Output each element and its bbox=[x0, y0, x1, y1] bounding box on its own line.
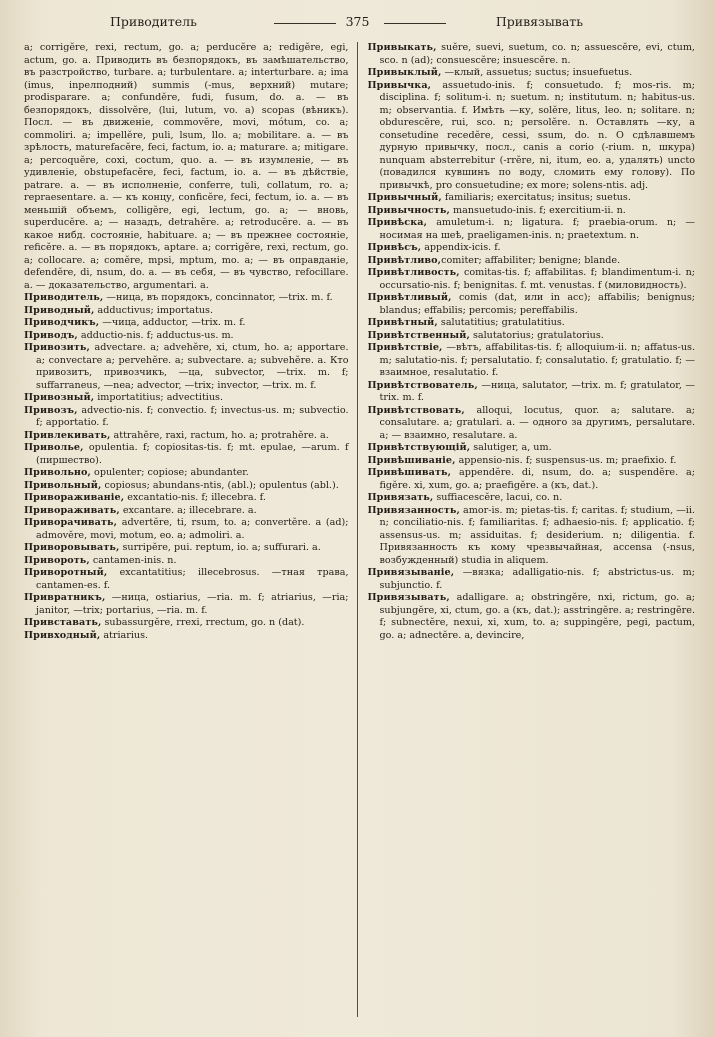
entry-definition: suffiacescĕre, lacui, co. n. bbox=[433, 492, 563, 503]
dictionary-entry bbox=[368, 592, 696, 642]
entry-headword: Привѣтственный, bbox=[367, 329, 470, 341]
entry-headword: Привязанность, bbox=[367, 504, 460, 516]
entry-headword: Привораживаніе, bbox=[24, 492, 125, 503]
dictionary-entry bbox=[368, 292, 696, 317]
entry-definition: appensio-nis. f; suspensus-us. m; praefixio. f. bbox=[455, 454, 677, 466]
dictionary-entry bbox=[24, 505, 349, 518]
entry-headword: Привѣтливый, bbox=[367, 292, 452, 303]
right-column bbox=[357, 42, 702, 1017]
entry-definition: assuetudo-inis. f; consuetudo. f; mos-ris. m; disciplina. f; solitum-i. n; suetum. n; institutum. n; habitus-us. m; observantia. f. Имѣть —ку, solĕre, litus, leo. n; solitare. n; obdurescĕre, rui, sco. n; persolĕre. n. Оставлять —ку, a consetudine recedĕre, cessi, ssum, do. n. О сдѣлавшемъ дурную привычку, посл., canis a corio (-rium. n, шкура) nunquam absterrebitur (-rrĕre, ni, itum, eo. a, удалять) uncto (повадился кувшинъ по воду, сломить ему голову). По привычкѣ, pro consuetudine; ex more; solens-ntis. adj. bbox=[379, 79, 695, 191]
entry-headword: Привѣшивать, bbox=[367, 467, 452, 478]
dictionary-entry bbox=[368, 492, 696, 505]
dictionary-entry bbox=[368, 217, 696, 242]
dictionary-entry bbox=[24, 392, 349, 405]
entry-headword: Привлекивать, bbox=[24, 429, 111, 441]
entry-headword: Привычность, bbox=[367, 204, 450, 216]
entry-headword: Привыкать, bbox=[367, 42, 437, 53]
entry-headword: Привороть, bbox=[24, 554, 90, 566]
entry-definition: —ница, въ порядокъ, concinnator, —trix. m. f. bbox=[103, 292, 333, 303]
entry-headword: Привычка, bbox=[367, 79, 432, 91]
entry-definition: —вѣтъ, affabilitas-tis. f; alloquium-ii. n; affatus-us. m; salutatio-nis. f; persalutatio. f; consalutatio. f; gratulatio. f; — взаимное, resalutatio. f. bbox=[379, 342, 695, 378]
entry-headword: Привѣтствовать, bbox=[367, 404, 465, 416]
entry-headword: Приводчикъ, bbox=[24, 317, 100, 328]
entry-headword: Привѣтствователь, bbox=[367, 379, 478, 391]
entry-headword: Приводъ, bbox=[24, 329, 78, 341]
entry-headword: Привораживать, bbox=[24, 504, 120, 516]
entry-definition: comis (dat, или in acc); affabilis; benignus; blandus; effabilis; percomis; pereffabilis. bbox=[379, 292, 695, 316]
entry-definition: salutiger, a, um. bbox=[470, 442, 552, 453]
entry-headword: Привозъ, bbox=[24, 404, 78, 416]
entry-headword: Приворовывать, bbox=[24, 542, 120, 553]
entry-definition: adalligare. a; obstringĕre, nxi, rictum, go. a; subjungĕre, xi, ctum, go. a (къ, dat.); asstringĕre. a; restringĕre. f; subnectĕre, nexui, xi, xum, to. a; suppingĕre, pegi, pactum, go. a; adnectĕre. a, devincire, bbox=[379, 592, 695, 641]
entry-definition: copiosus; abundans-ntis, (abl.); opulentus (abl.). bbox=[101, 479, 339, 491]
entry-definition: —ница, ostiarius, —ria. m. f; atriarius, —ria; janitor, —trix; portarius, —ria. m. f. bbox=[36, 592, 349, 616]
entry-headword: Привозить, bbox=[24, 342, 90, 353]
dictionary-entry bbox=[24, 305, 349, 318]
entry-definition: a; corrigĕre, rexi, rectum, go. a; perducĕre a; redigĕre, egi, actum, go. a. Приводить въ безпорядокъ, въ замѣшательство, въ разстройство, turbare. a; turbulentare. a; interturbare. a; ima (imus, inpeлподний) summis (-mus, верхний) mutare; prodisparare. a; confundĕre, fudi, fusum, do. a. — въ безпорядокъ, dissolvĕre, (lui, lutum, vo. a) scopas (вѣникъ). Посл. — въ движеніе, commovĕre, movi, mótum, co. a; commoliri. a; impellĕre, puli, lsum, llo. a; mobilitare. a. — въ зрѣлость, maturefacĕre, feci, factum, io. a; maturare. a; mitigare. a; percoquĕre, coxi, coctum, quo. a. — въ изумленіе, — въ удивленіе, obstupefacĕre, feci, factum, io. a. — въ дѣйствіе, patrare. a. — въ исполненіе, conferre, tuli, collatum, ro. a; repraesentare. a. — къ концу, conficĕre, feci, fectum, io. a. — въ меньшій объемъ, colligĕre, egi, lectum, go. a; — вновь, superducĕre. a; — назадъ, detrahĕre. a; retroducĕre. a. — въ какое нибд. состояніе, habituare. a; — въ прежнее состояніе, reficĕre. a. — въ порядокъ, aptare. a; corrigĕre, rexi, rectum, go. a; collocare. a; comĕre, mpsi, mptum, mo. a; — въ оправданіе, defendĕre, di, nsum, do. a. — въ себя, — въ чувство, refocillare. a. — доказательство, argumentari. a. bbox=[24, 42, 349, 291]
entry-headword: Привычный, bbox=[367, 192, 442, 203]
dictionary-entry bbox=[24, 480, 349, 493]
dictionary-entry bbox=[368, 267, 696, 292]
entry-headword: Привѣтливость, bbox=[367, 267, 460, 278]
dictionary-entry bbox=[368, 317, 696, 330]
dictionary-entry bbox=[24, 517, 349, 542]
entry-definition: appendix-icis. f. bbox=[421, 242, 501, 253]
dictionary-entry bbox=[24, 467, 349, 480]
entry-definition: advectio-nis. f; convectio. f; invectus-us. m; subvectio. f; apportatio. f. bbox=[36, 404, 349, 428]
entry-definition: salutatitius; gratulatitius. bbox=[437, 317, 565, 328]
entry-headword: Привязывать, bbox=[367, 592, 450, 603]
dictionary-entry bbox=[368, 442, 696, 455]
entry-definition: comiter; affabiliter; benigne; blande. bbox=[441, 254, 621, 266]
page-header bbox=[22, 14, 693, 36]
entry-headword: Привозный, bbox=[24, 392, 95, 403]
columns bbox=[12, 42, 701, 1017]
entry-definition: —клый, assuetus; suctus; insuefuetus. bbox=[441, 67, 633, 78]
entry-definition: comitas-tis. f; affabilitas. f; blandimentum-i. n; occursatio-nis. f; benignitas. f. mt. venustas. f (миловидность). bbox=[379, 267, 695, 291]
entry-headword: Привставать, bbox=[24, 617, 102, 628]
dictionary-entry bbox=[24, 42, 349, 292]
dictionary-entry bbox=[368, 455, 696, 468]
dictionary-entry bbox=[368, 405, 696, 443]
entry-definition: advectare. a; advehĕre, xi, ctum, ho. a; apportare. a; convectare a; pervehĕre. a; subvectare. a; subvehĕre. a. Кто привозитъ, привозчикъ, —ца, subvector, —trix. m. f; suffarraneus, —nea; advector, —trix; invector, —trix. m. f. bbox=[36, 342, 349, 391]
dictionary-entry bbox=[368, 205, 696, 218]
dictionary-entry bbox=[24, 430, 349, 443]
dictionary-entry bbox=[368, 192, 696, 205]
dictionary-entry bbox=[368, 505, 696, 568]
header-right-word: Привязывать bbox=[495, 14, 583, 29]
dictionary-entry bbox=[24, 567, 349, 592]
entry-headword: Привѣска, bbox=[367, 217, 428, 228]
left-column bbox=[12, 42, 357, 1017]
entry-headword: Привѣтствующій, bbox=[367, 442, 471, 453]
entry-definition: opulentia. f; copiositas-tis. f; mt. epulae, —arum. f (пиршество). bbox=[36, 442, 349, 466]
dictionary-entry bbox=[368, 80, 696, 193]
entry-definition: atriarius. bbox=[100, 629, 149, 641]
entry-headword: Привыклый, bbox=[367, 67, 442, 78]
dictionary-entry bbox=[24, 317, 349, 330]
dictionary-entry bbox=[24, 292, 349, 305]
entry-definition: advertĕre, ti, rsum, to. a; convertĕre. a (ad); admovĕre, movi, motum, eo. a; admoliri. a. bbox=[36, 517, 349, 541]
entry-definition: attrahĕre, raxi, ractum, ho. a; protrahĕre. a. bbox=[110, 429, 329, 441]
dictionary-entry bbox=[368, 567, 696, 592]
entry-definition: cantamen-inis. n. bbox=[89, 554, 177, 566]
entry-definition: familiaris; exercitatus; insitus; suetus. bbox=[441, 192, 631, 203]
entry-definition: excantare. a; illecebrare. a. bbox=[119, 504, 257, 516]
dictionary-entry bbox=[368, 380, 696, 405]
page-number: 375 bbox=[345, 14, 370, 29]
entry-headword: Привольно, bbox=[24, 467, 91, 478]
dictionary-entry bbox=[24, 592, 349, 617]
entry-headword: Привольный, bbox=[24, 479, 102, 491]
dictionary-entry bbox=[24, 405, 349, 430]
entry-headword: Привѣтный, bbox=[367, 317, 438, 328]
entry-definition: surripĕre, pui. reptum, io. a; suffurari. a. bbox=[119, 542, 321, 553]
entry-definition: salutatorius; gratulatorius. bbox=[469, 329, 604, 341]
dictionary-entry bbox=[24, 542, 349, 555]
entry-definition: mansuetudo-inis. f; exercitium-ii. n. bbox=[449, 204, 626, 216]
dictionary-entry bbox=[24, 492, 349, 505]
entry-headword: Приворотный, bbox=[24, 567, 108, 578]
entry-headword: Привольe, bbox=[24, 442, 84, 453]
entry-headword: Привѣтливо, bbox=[367, 254, 442, 266]
dictionary-entry bbox=[24, 330, 349, 343]
entry-definition: excantatitius; illecebrosus. —тная трава, cantamen-es. f. bbox=[36, 567, 349, 591]
entry-definition: adductio-nis. f; adductus-us. m. bbox=[77, 329, 234, 341]
entry-definition: alloqui, locutus, quor. a; salutare. a; consalutare. a; gratulari. a. — одного за другимъ, persalutare. a; — взаимно, resalutare. a. bbox=[379, 404, 695, 441]
entry-headword: Привратникъ, bbox=[24, 592, 106, 603]
dictionary-entry bbox=[368, 255, 696, 268]
dictionary-entry bbox=[24, 630, 349, 643]
entry-headword: Привходный, bbox=[24, 629, 101, 641]
dictionary-entry bbox=[368, 342, 696, 380]
dictionary-entry bbox=[24, 555, 349, 568]
entry-definition: —чица, adductor, —trix. m. f. bbox=[99, 317, 246, 328]
entry-headword: Приводный, bbox=[24, 304, 95, 316]
entry-headword: Привѣтствіе, bbox=[367, 342, 443, 353]
dictionary-entry bbox=[368, 42, 696, 67]
entry-definition: suĕre, suevi, suetum, co. n; assuescĕre, evi, ctum, sco. n (ad); consuescĕre; insuescĕre. n. bbox=[379, 42, 695, 66]
entry-headword: Привязываніе, bbox=[367, 567, 455, 578]
entry-definition: importatitius; advectitius. bbox=[94, 392, 224, 403]
dictionary-entry bbox=[368, 467, 696, 492]
entry-headword: Привѣсъ, bbox=[367, 242, 422, 253]
dictionary-entry bbox=[368, 330, 696, 343]
entry-definition: adductivus; importatus. bbox=[94, 304, 214, 316]
entry-definition: amuletum-i. n; ligatura. f; praebia-orum. n; —носимая на шеѣ, praeligamen-inis. n; praetextum. n. bbox=[379, 217, 695, 241]
entry-headword: Приворачивать, bbox=[24, 517, 118, 528]
entry-headword: Привязать, bbox=[367, 492, 434, 503]
dictionary-entry bbox=[368, 242, 696, 255]
dictionary-entry bbox=[24, 442, 349, 467]
entry-headword: Привѣшиваніе, bbox=[367, 454, 456, 466]
entry-definition: —вязка; adalligatio-nis. f; abstrictus-us. m; subjunctio. f. bbox=[379, 567, 695, 591]
dictionary-entry bbox=[24, 617, 349, 630]
entry-definition: —ница, salutator, —trix. m. f; gratulator, —trix. m. f. bbox=[379, 379, 695, 403]
dictionary-entry bbox=[368, 67, 696, 80]
entry-definition: appendĕre. di, nsum, do. a; suspendĕre. a; figĕre. xi, xum, go. a; praefigĕre. a (къ, dat.). bbox=[379, 467, 695, 491]
header-left-word: Приводитель bbox=[110, 14, 197, 29]
entry-definition: subassurgĕre, rrexi, rrectum, go. n (dat). bbox=[101, 617, 305, 628]
header-rule-right bbox=[384, 23, 446, 24]
entry-definition: excantatio-nis. f; illecebra. f. bbox=[124, 492, 266, 503]
dictionary-entry bbox=[24, 342, 349, 392]
entry-definition: amor-is. m; pietas-tis. f; caritas. f; studium, —ii. n; conciliatio-nis. f; familiaritas. f; adhaesio-nis. f; applicatio. f; assensus-us. m; assiduitas. f; desiderium. n; diligentia. f. Привязанность къ кому чрезвычайная, accensa (-nsus, возбужденный) studia in aliquem. bbox=[379, 504, 695, 566]
entry-definition: opulenter; copiose; abundanter. bbox=[91, 467, 249, 478]
entry-headword: Приводитель, bbox=[24, 292, 104, 303]
